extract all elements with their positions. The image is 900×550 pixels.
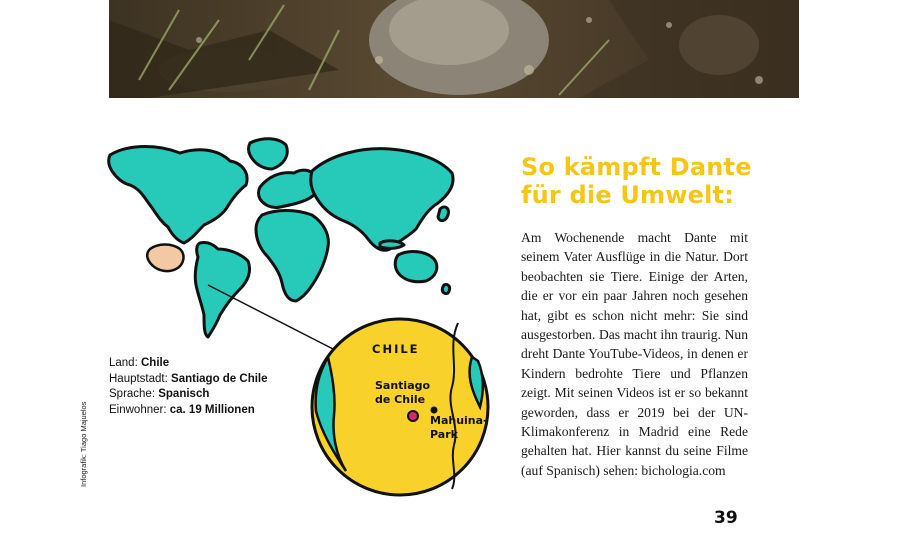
fact-language xyxy=(109,387,268,403)
park-marker xyxy=(431,407,438,414)
title-line2: für die Umwelt: xyxy=(521,181,734,209)
antarctica-shape xyxy=(147,245,183,272)
article-body: Am Wochenende macht Dante mit seinem Vater Ausflüge in die Natur. Dort beobachten sie Tiere. Einige der Arten, die er vor ein paar Jahren noch gesehen hat, gibt es schon nicht mehr: Sie sind ausgestorben. Das macht ihn traurig. Nun dreht Dante YouTube-Videos, in denen er Kindern bedrohte Tiere und Pflanzen zeigt. Mit seinen Videos ist er so bekannt geworden, dass er 2019 bei der UN-Klimakonferenz in Madrid eine Rede gehalten hat. Hier kannst du seine Filme (auf Spanisch) sehen: bichologia.com xyxy=(521,230,748,478)
fact-land xyxy=(109,356,268,372)
soil-photo-image xyxy=(109,0,799,98)
santiago-marker xyxy=(408,411,418,421)
south-america-shape xyxy=(195,242,249,337)
fact-land-value: Chile xyxy=(140,357,170,369)
fact-population-value: ca. 19 Millionen xyxy=(169,403,255,416)
page-number: 39 xyxy=(714,508,738,528)
new-zealand-shape xyxy=(442,284,449,293)
greenland-shape xyxy=(249,139,288,169)
header-photo xyxy=(109,0,799,98)
fact-land-label: Land: xyxy=(109,357,138,369)
capital-label-line1: Santiago xyxy=(375,379,431,392)
park-label-line2: Park xyxy=(430,428,458,441)
japan-shape xyxy=(438,207,448,221)
capital-label-line2: de Chile xyxy=(375,393,426,406)
indonesia-shape xyxy=(380,241,404,248)
asia-shape xyxy=(311,149,453,251)
connector-line xyxy=(208,285,335,350)
fact-capital xyxy=(109,372,268,388)
fact-population-label: Einwohner: xyxy=(109,403,167,416)
map-svg xyxy=(100,125,500,505)
park-label-line1: Mahuina- xyxy=(430,414,488,427)
article-title xyxy=(521,153,752,209)
fact-language-value: Spanisch xyxy=(158,388,210,400)
country-facts xyxy=(109,356,268,418)
australia-shape xyxy=(395,252,437,282)
chile-label: CHILE xyxy=(372,342,420,356)
north-america-shape xyxy=(109,147,247,244)
africa-shape xyxy=(256,211,328,302)
chile-inset xyxy=(312,319,488,495)
title-line1: So kämpft Dante xyxy=(521,153,752,181)
world-map-infographic xyxy=(100,125,500,505)
image-credit: Infografik: Tiago Majuelos xyxy=(79,401,88,487)
fact-population xyxy=(109,403,268,419)
fact-language-label: Sprache: xyxy=(109,388,156,400)
fact-capital-label: Hauptstadt: xyxy=(109,372,168,385)
fact-capital-value: Santiago de Chile xyxy=(171,372,268,385)
